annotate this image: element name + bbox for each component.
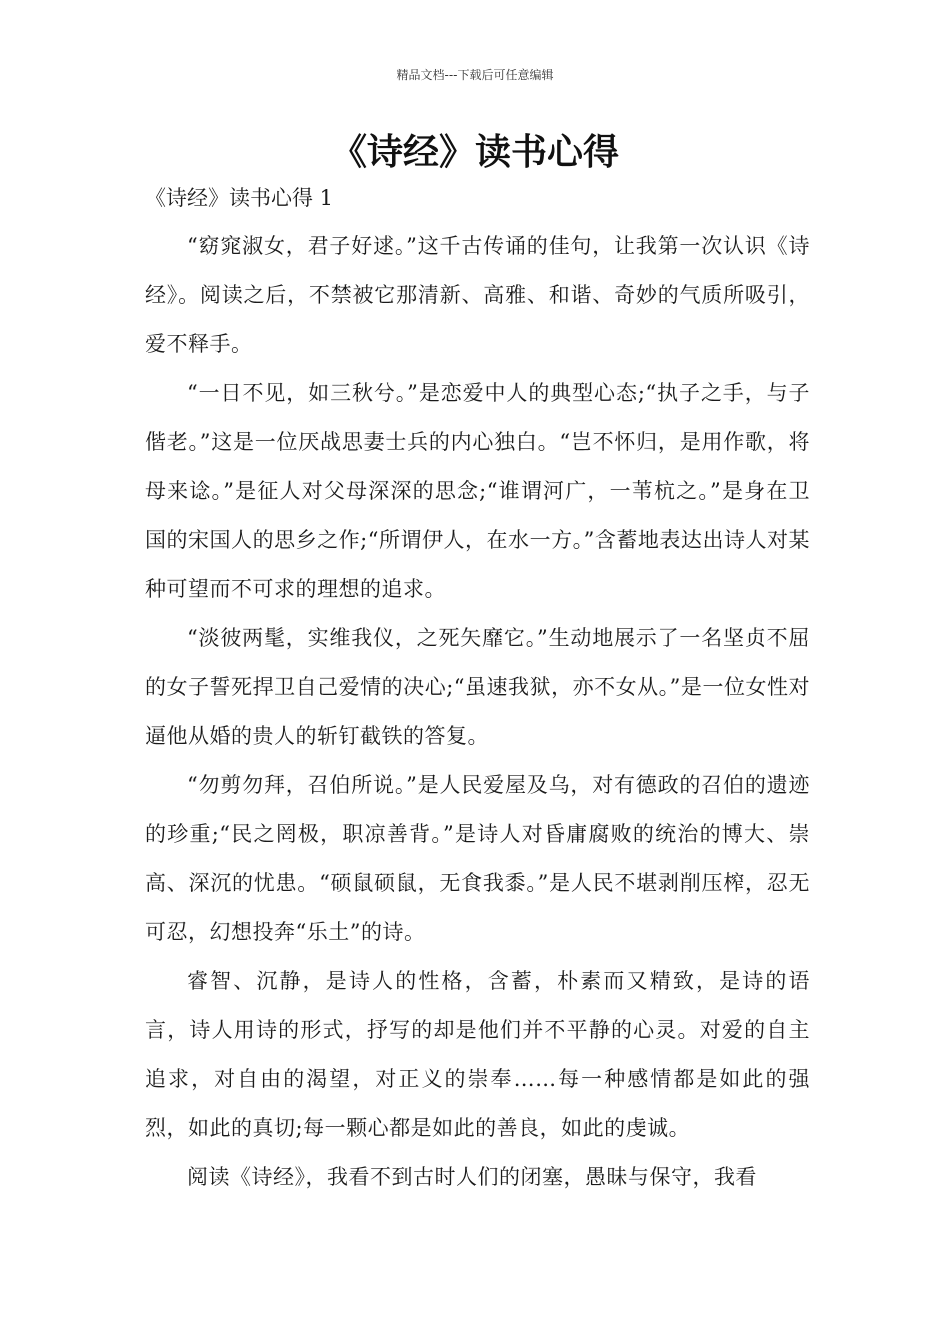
document-body [145,182,810,1202]
header-note: 精品文档---下载后可任意编辑 [396,68,554,82]
paragraph: 阅读《诗经》，我看不到古时人们的闭塞，愚昧与保守，我看 [187,1165,757,1189]
paragraph: “窈窕淑女，君子好逑。”这千古传诵的佳句，让我第一次认识《诗经》。阅读之后，不禁被它那清新、高雅、和谐、奇妙的气质所吸引，爱不释手。 [145,234,810,356]
paragraph: “淡彼两髦，实维我仪，之死矢靡它。”生动地展示了一名坚贞不屈的女子誓死捍卫自己爱情的决心;“虽速我狱，亦不女从。”是一位女性对逼他从婚的贵人的斩钉截铁的答复。 [145,626,810,748]
paragraph: “勿剪勿拜，召伯所说。”是人民爱屋及乌，对有德政的召伯的遗迹的珍重;“民之罔极，职凉善背。”是诗人对昏庸腐败的统治的博大、崇高、深沉的忧患。“硕鼠硕鼠，无食我黍。”是人民不堪剥削压榨，忍无可忍，幻想投奔“乐土”的诗。 [145,773,810,944]
paragraph: 睿智、沉静，是诗人的性格，含蓄，朴素而又精致，是诗的语言，诗人用诗的形式，抒写的却是他们并不平静的心灵。对爱的自主追求，对自由的渴望，对正义的崇奉……每一种感情都是如此的强烈，如此的真切;每一颗心都是如此的善良，如此的虔诚。 [145,969,810,1140]
document-title: 《诗经》读书心得 [330,132,619,173]
paragraph: “一日不见，如三秋兮。”是恋爱中人的典型心态;“执子之手，与子偕老。”这是一位厌战思妻士兵的内心独白。“岂不怀归，是用作歌，将母来谂。”是征人对父母深深的思念;“谁谓河广，一苇杭之。”是身在卫国的宋国人的思乡之作;“所谓伊人，在水一方。”含蓄地表达出诗人对某种可望而不可求的理想的追求。 [145,381,810,601]
section-subtitle: 《诗经》读书心得 1 [145,186,334,210]
